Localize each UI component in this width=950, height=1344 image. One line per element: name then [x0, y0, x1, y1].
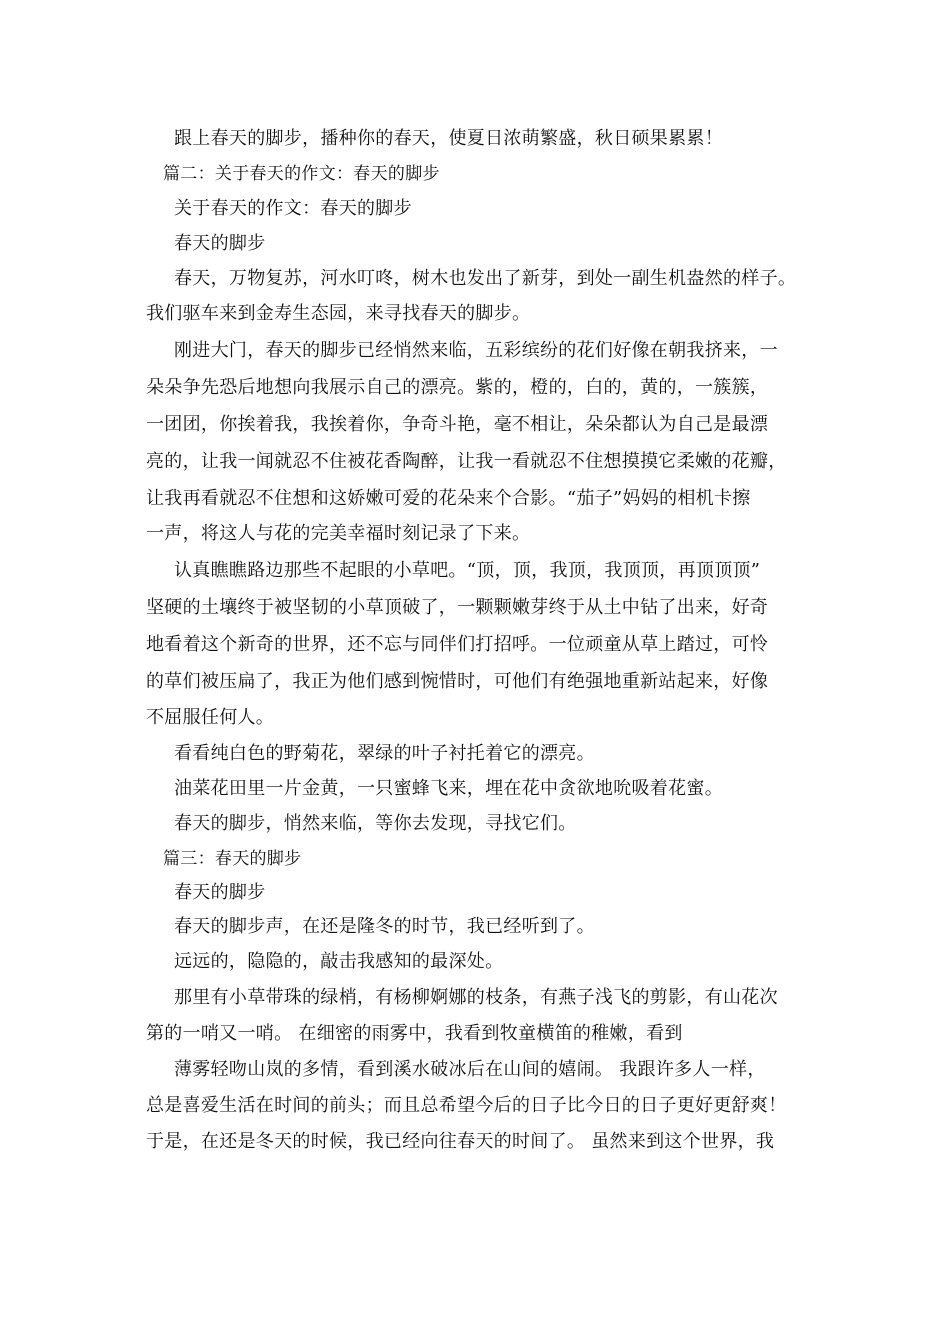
- paragraph-line: 春天的脚步声，在还是隆冬的时节，我已经听到了。: [174, 916, 595, 937]
- paragraph-line: 的草们被压扁了，我正为他们感到惋惜时，可他们有绝强地重新站起来，好像: [146, 671, 769, 692]
- paragraph-line: 地看着这个新奇的世界，还不忘与同伴们打招呼。一位顽童从草上踏过，可怜: [146, 634, 769, 655]
- section-heading: 篇二：关于春天的作文：春天的脚步: [163, 164, 440, 184]
- paragraph-line: 油菜花田里一片金黄，一只蜜蜂飞来，埋在花中贪欲地吮吸着花蜜。: [174, 778, 723, 799]
- paragraph-line: 坚硬的土壤终于被坚韧的小草顶破了，一颗颗嫩芽终于从土中钻了出来，好奇: [146, 597, 769, 618]
- paragraph-line: 春天，万物复苏，河水叮咚，树木也发出了新芽，到处一副生机盎然的样子。: [174, 268, 797, 289]
- paragraph-line: 不屈服任何人。: [146, 707, 275, 728]
- paragraph-line: 总是喜爱生活在时间的前头；而且总希望今后的日子比今日的日子更好更舒爽！: [146, 1095, 787, 1116]
- paragraph-line: 认真瞧瞧路边那些不起眼的小草吧。“顶，顶，我顶，我顶顶，再顶顶顶”: [174, 560, 761, 581]
- paragraph-line: 朵朵争先恐后地想向我展示自己的漂亮。紫的，橙的，白的，黄的，一簇簇，: [146, 377, 769, 398]
- paragraph-line: 一声，将这人与花的完美幸福时刻记录了下来。: [146, 523, 531, 544]
- paragraph-line: 一团团，你挨着我，我挨着你，争奇斗艳，毫不相让，朵朵都认为自己是最漂: [146, 414, 769, 435]
- paragraph-line: 让我再看就忍不住想和这娇嫩可爱的花朵来个合影。“茄子”妈妈的相机卡擦: [146, 488, 751, 509]
- paragraph-line: 亮的，让我一闻就忍不住被花香陶醉，让我一看就忍不住想摸摸它柔嫩的花瓣，: [146, 451, 787, 472]
- article-subtitle: 春天的脚步: [174, 882, 266, 903]
- paragraph-line: 第的一哨又一哨。 在细密的雨雾中，我看到牧童横笛的稚嫩，看到: [146, 1023, 683, 1044]
- article-title: 关于春天的作文：春天的脚步: [174, 198, 412, 219]
- article-subtitle: 春天的脚步: [174, 233, 266, 254]
- paragraph-line: 我们驱车来到金寿生态园，来寻找春天的脚步。: [146, 303, 531, 324]
- paragraph-line: 于是，在还是冬天的时候，我已经向往春天的时间了。 虽然来到这个世界，我: [146, 1131, 775, 1152]
- paragraph-line: 刚进大门，春天的脚步已经悄然来临，五彩缤纷的花们好像在朝我挤来，一: [174, 340, 778, 361]
- paragraph-line: 看看纯白色的野菊花，翠绿的叶子衬托着它的漂亮。: [174, 743, 595, 764]
- paragraph-line: 春天的脚步，悄然来临，等你去发现，寻找它们。: [174, 813, 577, 834]
- paragraph-line: 跟上春天的脚步，播种你的春天，使夏日浓萌繁盛，秋日硕果累累！: [174, 128, 723, 149]
- paragraph-line: 那里有小草带珠的绿梢，有杨柳婀娜的枝条，有燕子浅飞的剪影，有山花次: [174, 987, 778, 1008]
- section-heading: 篇三：春天的脚步: [163, 849, 302, 869]
- paragraph-line: 远远的，隐隐的，敲击我感知的最深处。: [174, 951, 504, 972]
- paragraph-line: 薄雾轻吻山岚的多情，看到溪水破冰后在山间的嬉闹。 我跟许多人一样，: [174, 1059, 766, 1080]
